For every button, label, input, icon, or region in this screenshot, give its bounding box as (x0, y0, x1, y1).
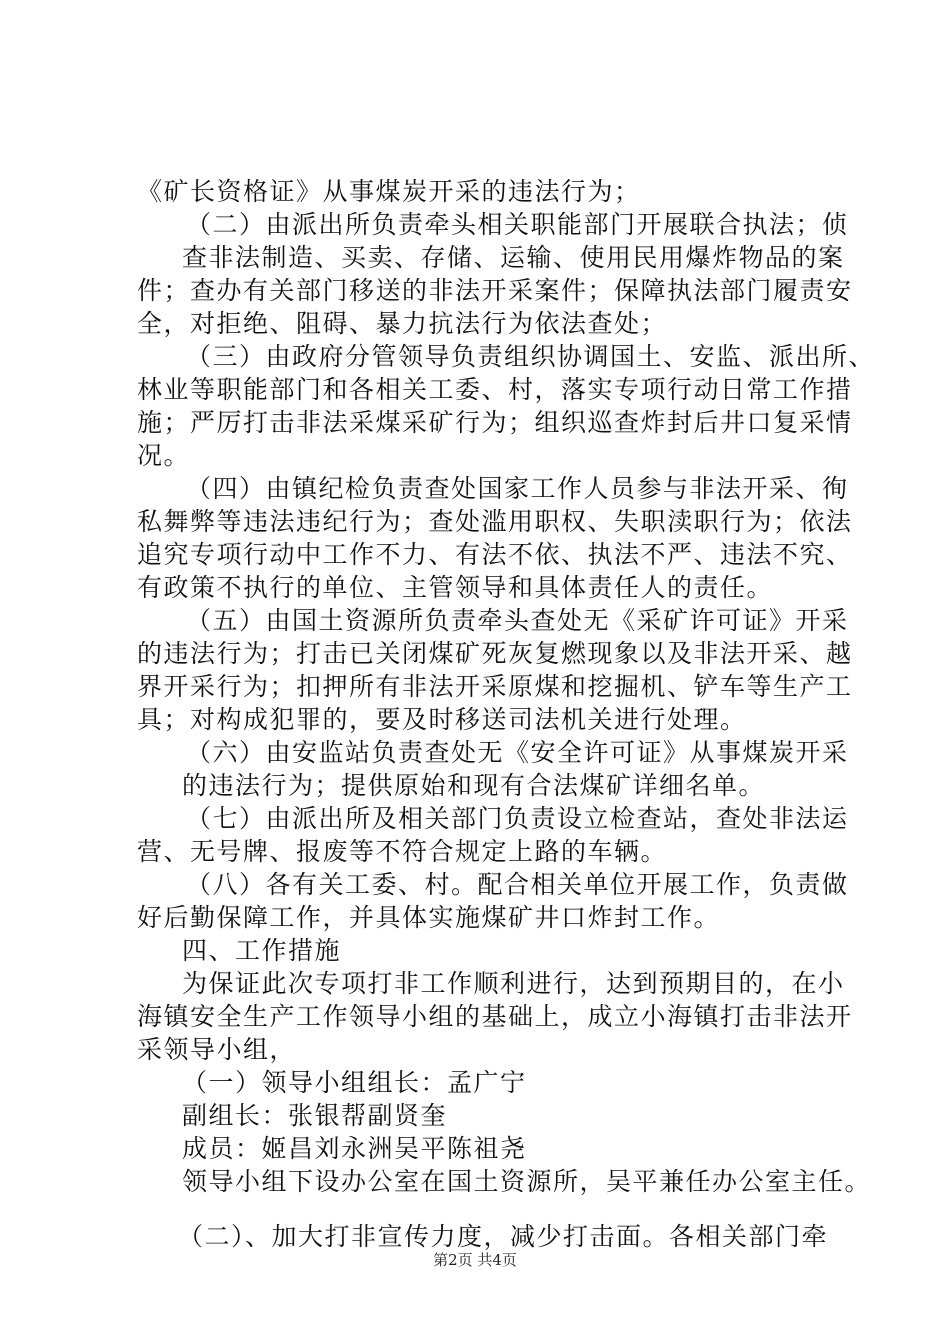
text-line: 好后勤保障工作，并具体实施煤矿井口炸封工作。 (137, 903, 721, 932)
text-line: 采领导小组， (137, 1035, 297, 1064)
text-line: （六）由安监站负责查处无《安全许可证》从事煤炭开采 (186, 738, 849, 767)
text-line: 领导小组下设办公室在国土资源所，吴平兼任办公室主任。 (182, 1167, 872, 1196)
text-line: 林业等职能部门和各相关工委、村，落实专项行动日常工作措 (137, 375, 853, 404)
text-line: 追究专项行动中工作不力、有法不依、执法不严、违法不究、 (137, 540, 853, 569)
text-line: 的违法行为；提供原始和现有合法煤矿详细名单。 (182, 771, 766, 800)
text-line: 私舞弊等违法违纪行为；查处滥用职权、失职渎职行为；依法 (137, 507, 853, 536)
text-line: 为保证此次专项打非工作顺利进行，达到预期目的，在小 (182, 969, 845, 998)
text-line: （五）由国土资源所负责牵头查处无《采矿许可证》开采 (186, 606, 849, 635)
text-line: 界开采行为；扣押所有非法开采原煤和挖掘机、铲车等生产工 (137, 672, 853, 701)
text-line: 《矿长资格证》从事煤炭开采的违法行为； (137, 177, 641, 206)
text-line: （二）、加大打非宣传力度，减少打击面。各相关部门牵 (178, 1222, 829, 1251)
text-line: （三）由政府分管领导负责组织协调国土、安监、派出所、 (186, 342, 876, 371)
text-line: 的违法行为；打击已关闭煤矿死灰复燃现象以及非法开采、越 (137, 639, 853, 668)
text-line: （四）由镇纪检负责查处国家工作人员参与非法开采、徇 (186, 474, 849, 503)
text-line: 件；查办有关部门移送的非法开采案件；保障执法部门履责安 (137, 276, 853, 305)
text-line: 成员：姬昌刘永洲吴平陈祖尧 (182, 1134, 527, 1163)
text-line: 全，对拒绝、阻碍、暴力抗法行为依法查处； (137, 309, 668, 338)
text-line: 况。 (137, 441, 191, 470)
page-number: 第2页 共4页 (433, 1251, 517, 1269)
text-line: 营、无号牌、报废等不符合规定上路的车辆。 (137, 837, 668, 866)
text-line: 具；对构成犯罪的，要及时移送司法机关进行处理。 (137, 705, 747, 734)
text-line: （七）由派出所及相关部门负责设立检查站，查处非法运 (186, 804, 849, 833)
text-line: （八）各有关工委、村。配合相关单位开展工作，负责做 (186, 870, 849, 899)
text-line: 副组长：张银帮副贤奎 (182, 1101, 448, 1130)
text-line: （二）由派出所负责牵头相关职能部门开展联合执法；侦 (186, 210, 849, 239)
text-line: 查非法制造、买卖、存储、运输、使用民用爆炸物品的案 (182, 243, 845, 272)
section-heading: 四、工作措施 (182, 936, 342, 965)
text-line: 海镇安全生产工作领导小组的基础上，成立小海镇打击非法开 (137, 1002, 853, 1031)
text-line: 有政策不执行的单位、主管领导和具体责任人的责任。 (137, 573, 774, 602)
text-line: 施；严厉打击非法采煤采矿行为；组织巡查炸封后井口复采情 (137, 408, 853, 437)
text-line: （一）领导小组组长：孟广宁 (182, 1068, 527, 1097)
